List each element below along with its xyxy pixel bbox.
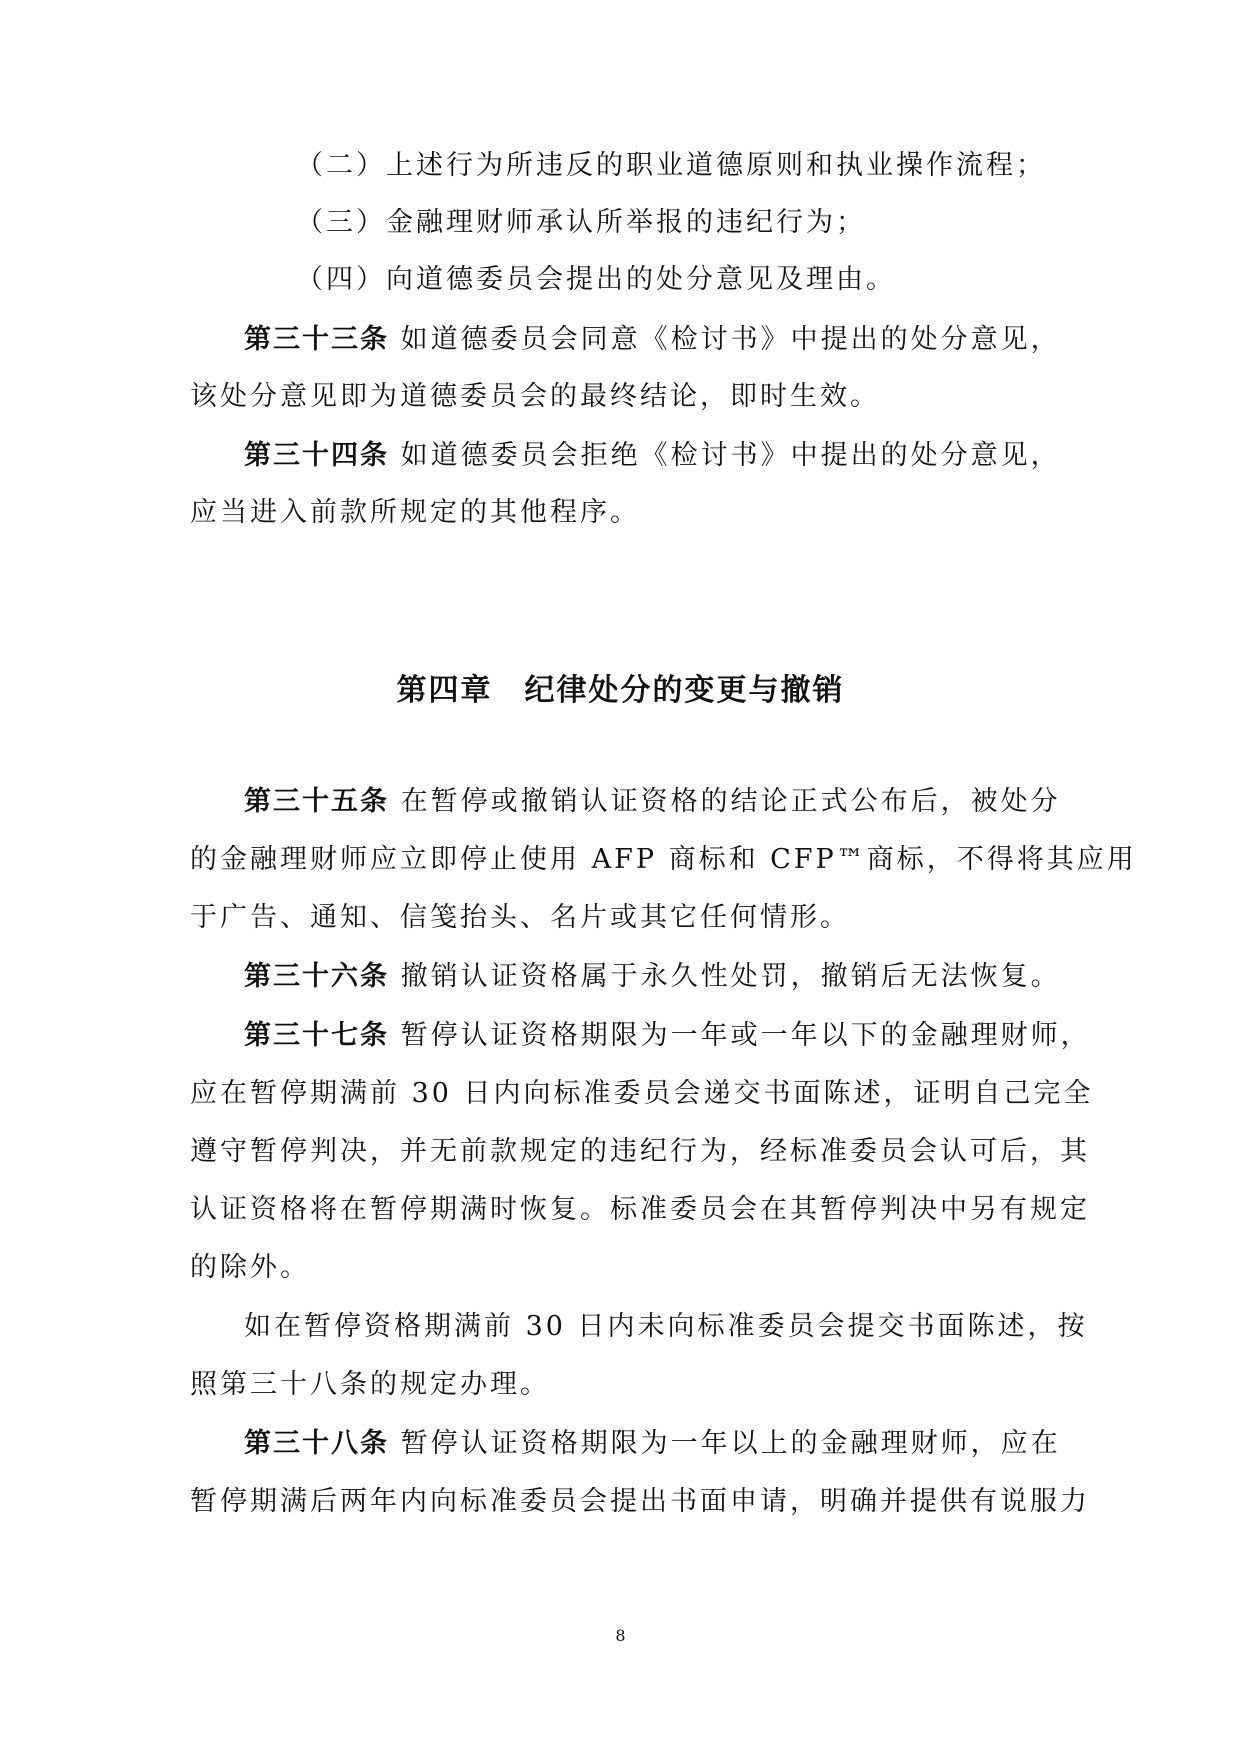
article-35-text-1: 在暂停或撤销认证资格的结论正式公布后，被处分 xyxy=(400,786,1061,817)
article-35-line-1 xyxy=(244,782,1104,822)
article-37-para2-line-2: 照第三十八条的规定办理。 xyxy=(190,1369,550,1400)
article-38-text-1: 暂停认证资格期限为一年以上的金融理财师，应在 xyxy=(400,1428,1061,1459)
article-34-line-2: 应当进入前款所规定的其他程序。 xyxy=(190,497,640,528)
article-35-line-3: 于广告、通知、信笺抬头、名片或其它任何情形。 xyxy=(190,902,850,933)
article-38-title: 第三十八条 xyxy=(244,1428,389,1459)
article-38-line-2: 暂停期满后两年内向标准委员会提出书面申请，明确并提供有说服力 xyxy=(190,1486,1090,1517)
chapter-heading: 第四章 纪律处分的变更与撤销 xyxy=(396,673,845,708)
article-33-line-1 xyxy=(244,320,1104,360)
list-item-2: （二）上述行为所违反的职业道德原则和执业操作流程； xyxy=(296,150,1046,181)
article-34-text-1: 如道德委员会拒绝《检讨书》中提出的处分意见， xyxy=(400,440,1061,471)
article-35-title: 第三十五条 xyxy=(244,786,389,817)
article-33-title: 第三十三条 xyxy=(244,324,389,355)
article-33-text-1: 如道德委员会同意《检讨书》中提出的处分意见， xyxy=(400,324,1061,355)
article-34-title: 第三十四条 xyxy=(244,440,389,471)
article-37-line-5: 的除外。 xyxy=(190,1252,310,1283)
article-37-line-1 xyxy=(244,1016,1104,1056)
article-37-title: 第三十七条 xyxy=(244,1020,389,1051)
article-36-line-1 xyxy=(244,957,1104,997)
article-37-line-2: 应在暂停期满前 30 日内向标准委员会递交书面陈述，证明自己完全 xyxy=(190,1078,1094,1109)
article-37-text-1: 暂停认证资格期限为一年或一年以下的金融理财师， xyxy=(400,1020,1091,1051)
article-33-line-2: 该处分意见即为道德委员会的最终结论，即时生效。 xyxy=(190,381,880,412)
page-number: 8 xyxy=(615,1626,626,1645)
article-36-text-1: 撤销认证资格属于永久性处罚，撤销后无法恢复。 xyxy=(400,961,1061,992)
article-34-line-1 xyxy=(244,436,1104,476)
article-35-line-2: 的金融理财师应立即停止使用 AFP 商标和 CFP™商标，不得将其应用 xyxy=(190,844,1137,875)
article-36-title: 第三十六条 xyxy=(244,961,389,992)
list-item-4: （四）向道德委员会提出的处分意见及理由。 xyxy=(296,264,896,295)
article-37-line-3: 遵守暂停判决，并无前款规定的违纪行为，经标准委员会认可后，其 xyxy=(190,1136,1090,1167)
article-37-para2-line-1: 如在暂停资格期满前 30 日内未向标准委员会提交书面陈述，按 xyxy=(244,1311,1088,1342)
article-38-line-1 xyxy=(244,1424,1104,1464)
list-item-3: （三）金融理财师承认所举报的违纪行为； xyxy=(296,207,866,238)
article-37-line-4: 认证资格将在暂停期满时恢复。标准委员会在其暂停判决中另有规定 xyxy=(190,1194,1090,1225)
